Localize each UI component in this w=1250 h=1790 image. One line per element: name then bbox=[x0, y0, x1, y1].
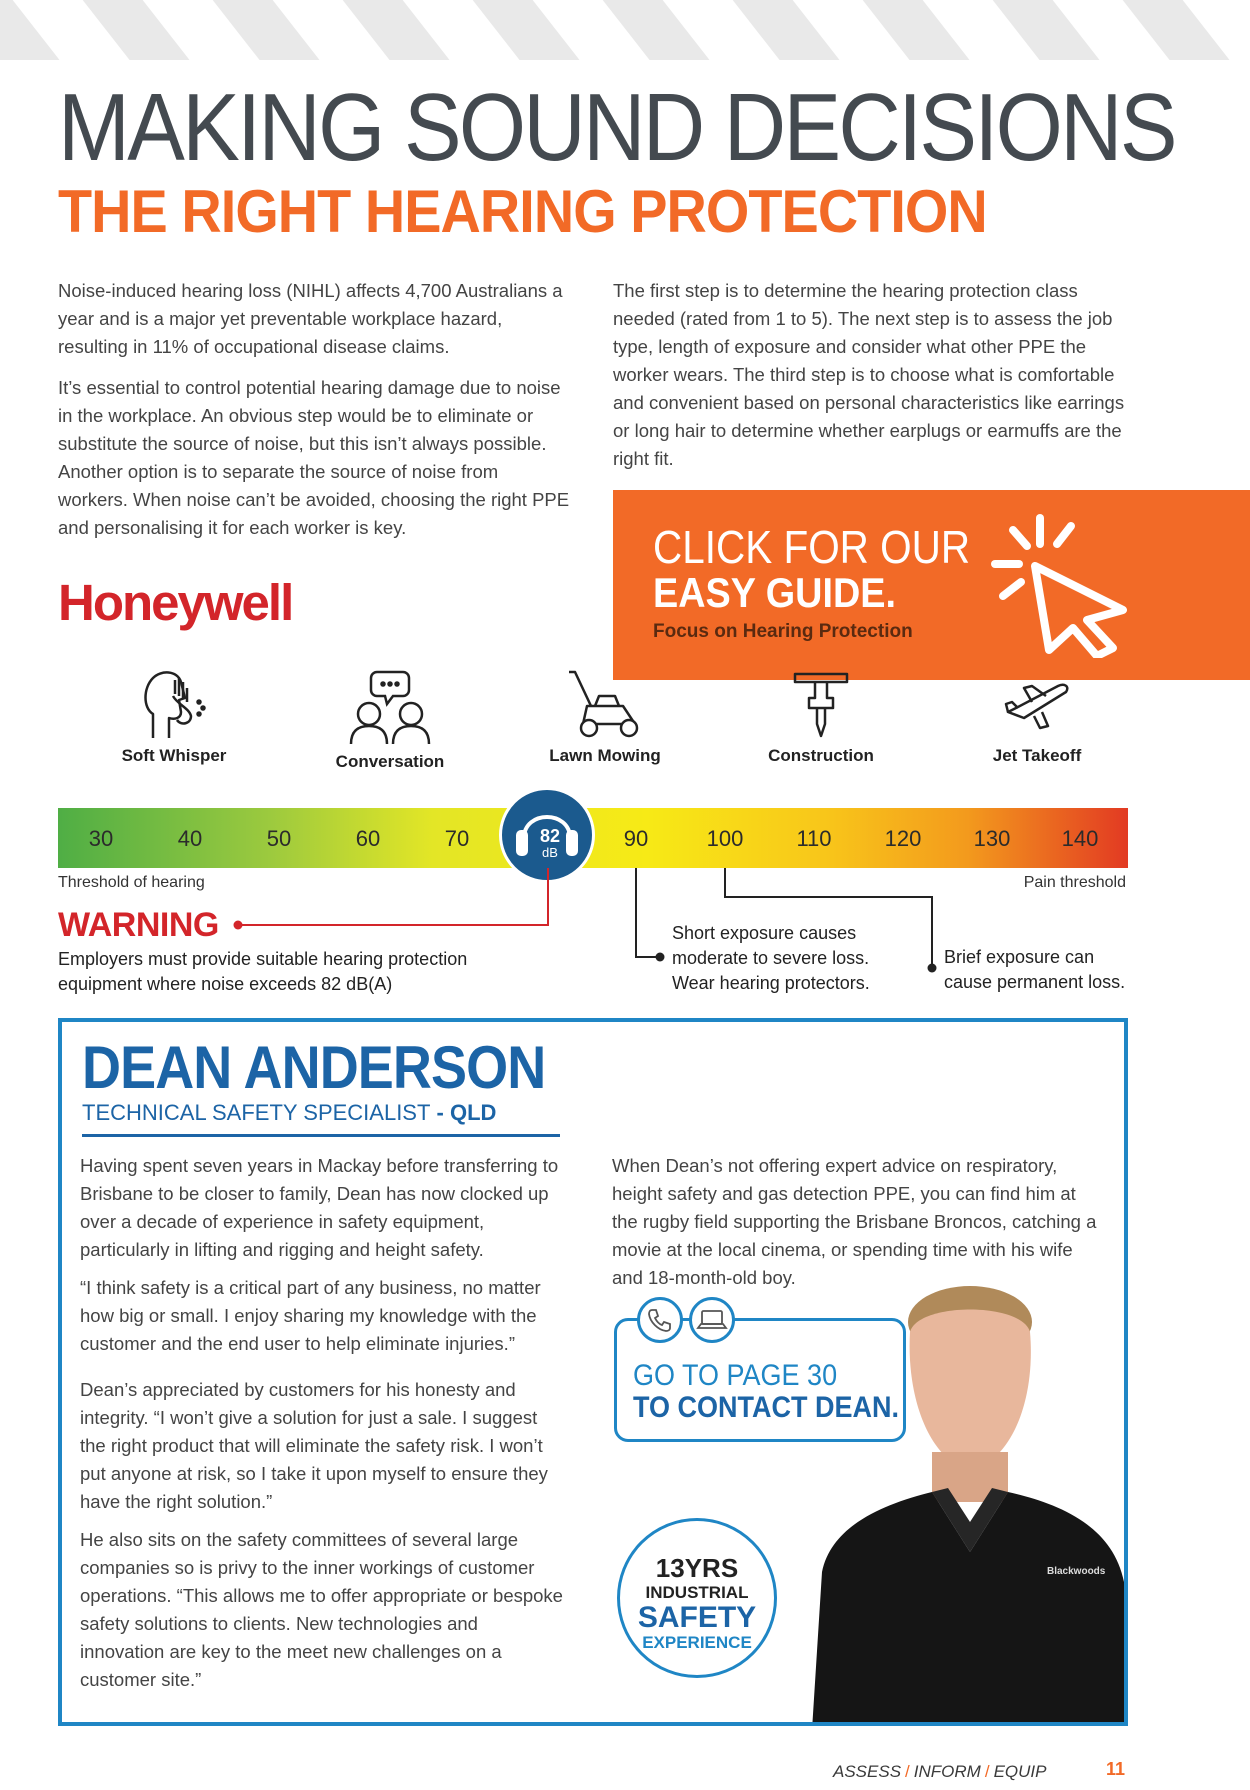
source-label: Lawn Mowing bbox=[549, 746, 661, 765]
cta-line-2: EASY GUIDE. bbox=[653, 569, 896, 616]
source-label: Jet Takeoff bbox=[992, 746, 1082, 765]
footer-separator: / bbox=[984, 1762, 990, 1781]
page-subtitle: THE RIGHT HEARING PROTECTION bbox=[58, 178, 987, 245]
experience-badge bbox=[617, 1518, 777, 1678]
lawn-mower-icon bbox=[565, 668, 645, 740]
source-lawn-mowing bbox=[515, 668, 695, 766]
tick-label: 110 bbox=[796, 826, 832, 851]
intro-paragraph-3: The first step is to determine the hearing protection class needed (rated from 1 to 5). The next step is to assess the job type, length of exposure and consider what other PPE the worker wears. The third step is to choose what is comfortable and convenient based on personal characteristics like earrings or long hair to determine whether earplugs or earmuffs are the right fit. bbox=[613, 280, 1125, 469]
source-label: Conversation bbox=[335, 752, 445, 771]
laptop-icon bbox=[689, 1297, 735, 1343]
source-label: Soft Whisper bbox=[121, 746, 227, 765]
profile-paragraph-5: When Dean’s not offering expert advice on respiratory, height safety and gas detection PPE, you can find him at the rugby field supporting the Brisbane Broncos, catching a movie at the local cinema, or spending time with his wife and 18-month-old boy. bbox=[612, 1155, 1097, 1288]
profile-region: - QLD bbox=[430, 1100, 497, 1125]
profile-divider bbox=[82, 1134, 560, 1137]
page-number: 11 bbox=[1106, 1759, 1126, 1779]
source-soft-whisper bbox=[84, 668, 264, 766]
profile-name: DEAN ANDERSON bbox=[82, 1034, 546, 1101]
tick-label: 50 bbox=[266, 826, 292, 851]
intro-paragraph-1: Noise-induced hearing loss (NIHL) affects 4,700 Australians a year and is a major yet preventable workplace hazard, resulting in 11% of occupational disease claims. bbox=[58, 280, 563, 357]
profile-paragraph-1: Having spent seven years in Mackay before transferring to Brisbane to be closer to family, Dean has now clocked up over a decade of experience in safety equipment, particularly in lifting and rigging and height safety. bbox=[80, 1155, 559, 1260]
shirt-logo: Blackwoods bbox=[1047, 1566, 1106, 1577]
whisper-icon bbox=[139, 668, 209, 740]
badge-unit: dB bbox=[542, 845, 558, 860]
profile-role bbox=[82, 1100, 496, 1126]
tick-label: 40 bbox=[177, 826, 203, 851]
jackhammer-icon bbox=[791, 668, 851, 740]
easy-guide-banner[interactable] bbox=[613, 490, 1250, 680]
tick-label: 120 bbox=[884, 826, 922, 851]
pain-threshold-label: Pain threshold bbox=[1023, 874, 1126, 891]
cta-line-1: CLICK FOR OUR bbox=[653, 521, 971, 573]
warning-heading: WARNING bbox=[58, 906, 219, 944]
footer-assess: ASSESS bbox=[833, 1762, 902, 1781]
tick-label: 130 bbox=[973, 826, 1011, 851]
threshold-of-hearing-label: Threshold of hearing bbox=[58, 874, 205, 891]
source-construction bbox=[731, 668, 911, 766]
footer-tagline bbox=[833, 1762, 1046, 1782]
experience-years: 13YRS bbox=[655, 1553, 739, 1583]
footer-equip: EQUIP bbox=[993, 1762, 1047, 1781]
profile-paragraph-4: He also sits on the safety committees of several large companies so is privy to the inner workings of customer operations. “This allows me to offer appropriate or bespoke safety solutions to clients. New technologies and innovation are key to the meet new challenges on a customer site.” bbox=[80, 1529, 563, 1690]
warning-text: Employers must provide suitable hearing protection equipment where noise exceeds 82 dB(A) bbox=[58, 949, 468, 994]
footer-inform: INFORM bbox=[913, 1762, 981, 1781]
honeywell-logo: Honeywell bbox=[58, 574, 293, 631]
header-stripes bbox=[0, 0, 1250, 60]
intro-paragraph-2: It’s essential to control potential hearing damage due to noise in the workplace. An obvious step would be to eliminate or substitute the source of noise, but this isn’t always possible. Another option is to separate the source of noise from workers. When noise can’t be avoided, choosing the right PPE and personalising it for each worker is key. bbox=[58, 377, 570, 538]
footer-separator: / bbox=[905, 1762, 910, 1781]
experience-line-3: SAFETY bbox=[637, 1601, 757, 1634]
tick-label: 140 bbox=[1061, 826, 1099, 851]
profile-paragraph-2: “I think safety is a critical part of any business, no matter how big or small. I enjoy sharing my knowledge with the customer and the end user to help eliminate injuries.” bbox=[80, 1277, 541, 1354]
source-conversation bbox=[300, 668, 480, 772]
tick-label: 70 bbox=[444, 826, 470, 851]
badge-value: 82 bbox=[539, 826, 561, 846]
profile-card bbox=[58, 1018, 1128, 1726]
contact-line-1: GO TO PAGE 30 bbox=[633, 1359, 838, 1392]
note-90db: Short exposure causes moderate to severe loss. Wear hearing protectors. bbox=[672, 923, 870, 993]
experience-line-2: INDUSTRIAL bbox=[645, 1583, 749, 1602]
source-jet-takeoff bbox=[947, 668, 1127, 766]
ear-protection-badge bbox=[499, 787, 595, 883]
page-title: MAKING SOUND DECISIONS bbox=[58, 74, 1175, 181]
tick-label: 90 bbox=[623, 826, 649, 851]
conversation-icon bbox=[345, 668, 435, 746]
experience-line-4: EXPERIENCE bbox=[642, 1633, 752, 1652]
profile-role-title: TECHNICAL SAFETY SPECIALIST bbox=[82, 1100, 431, 1125]
contact-line-2: TO CONTACT DEAN. bbox=[633, 1391, 899, 1424]
contact-callout[interactable] bbox=[614, 1318, 906, 1442]
note-100db: Brief exposure can cause permanent loss. bbox=[944, 947, 1126, 992]
profile-paragraph-3: Dean’s appreciated by customers for his honesty and integrity. “I won’t give a solution for just a sale. I suggest the right product that will eliminate the safety risk. I won’t put anyone at risk, so I take it upon myself to ensure they have the right solution.” bbox=[80, 1379, 548, 1512]
phone-icon bbox=[637, 1297, 683, 1343]
tick-label: 30 bbox=[88, 826, 114, 851]
tick-label: 100 bbox=[706, 826, 744, 851]
tick-label: 60 bbox=[355, 826, 381, 851]
cta-line-3: Focus on Hearing Protection bbox=[653, 621, 913, 642]
cursor-click-icon bbox=[973, 508, 1143, 658]
airplane-icon bbox=[1002, 668, 1072, 740]
source-label: Construction bbox=[768, 746, 874, 765]
